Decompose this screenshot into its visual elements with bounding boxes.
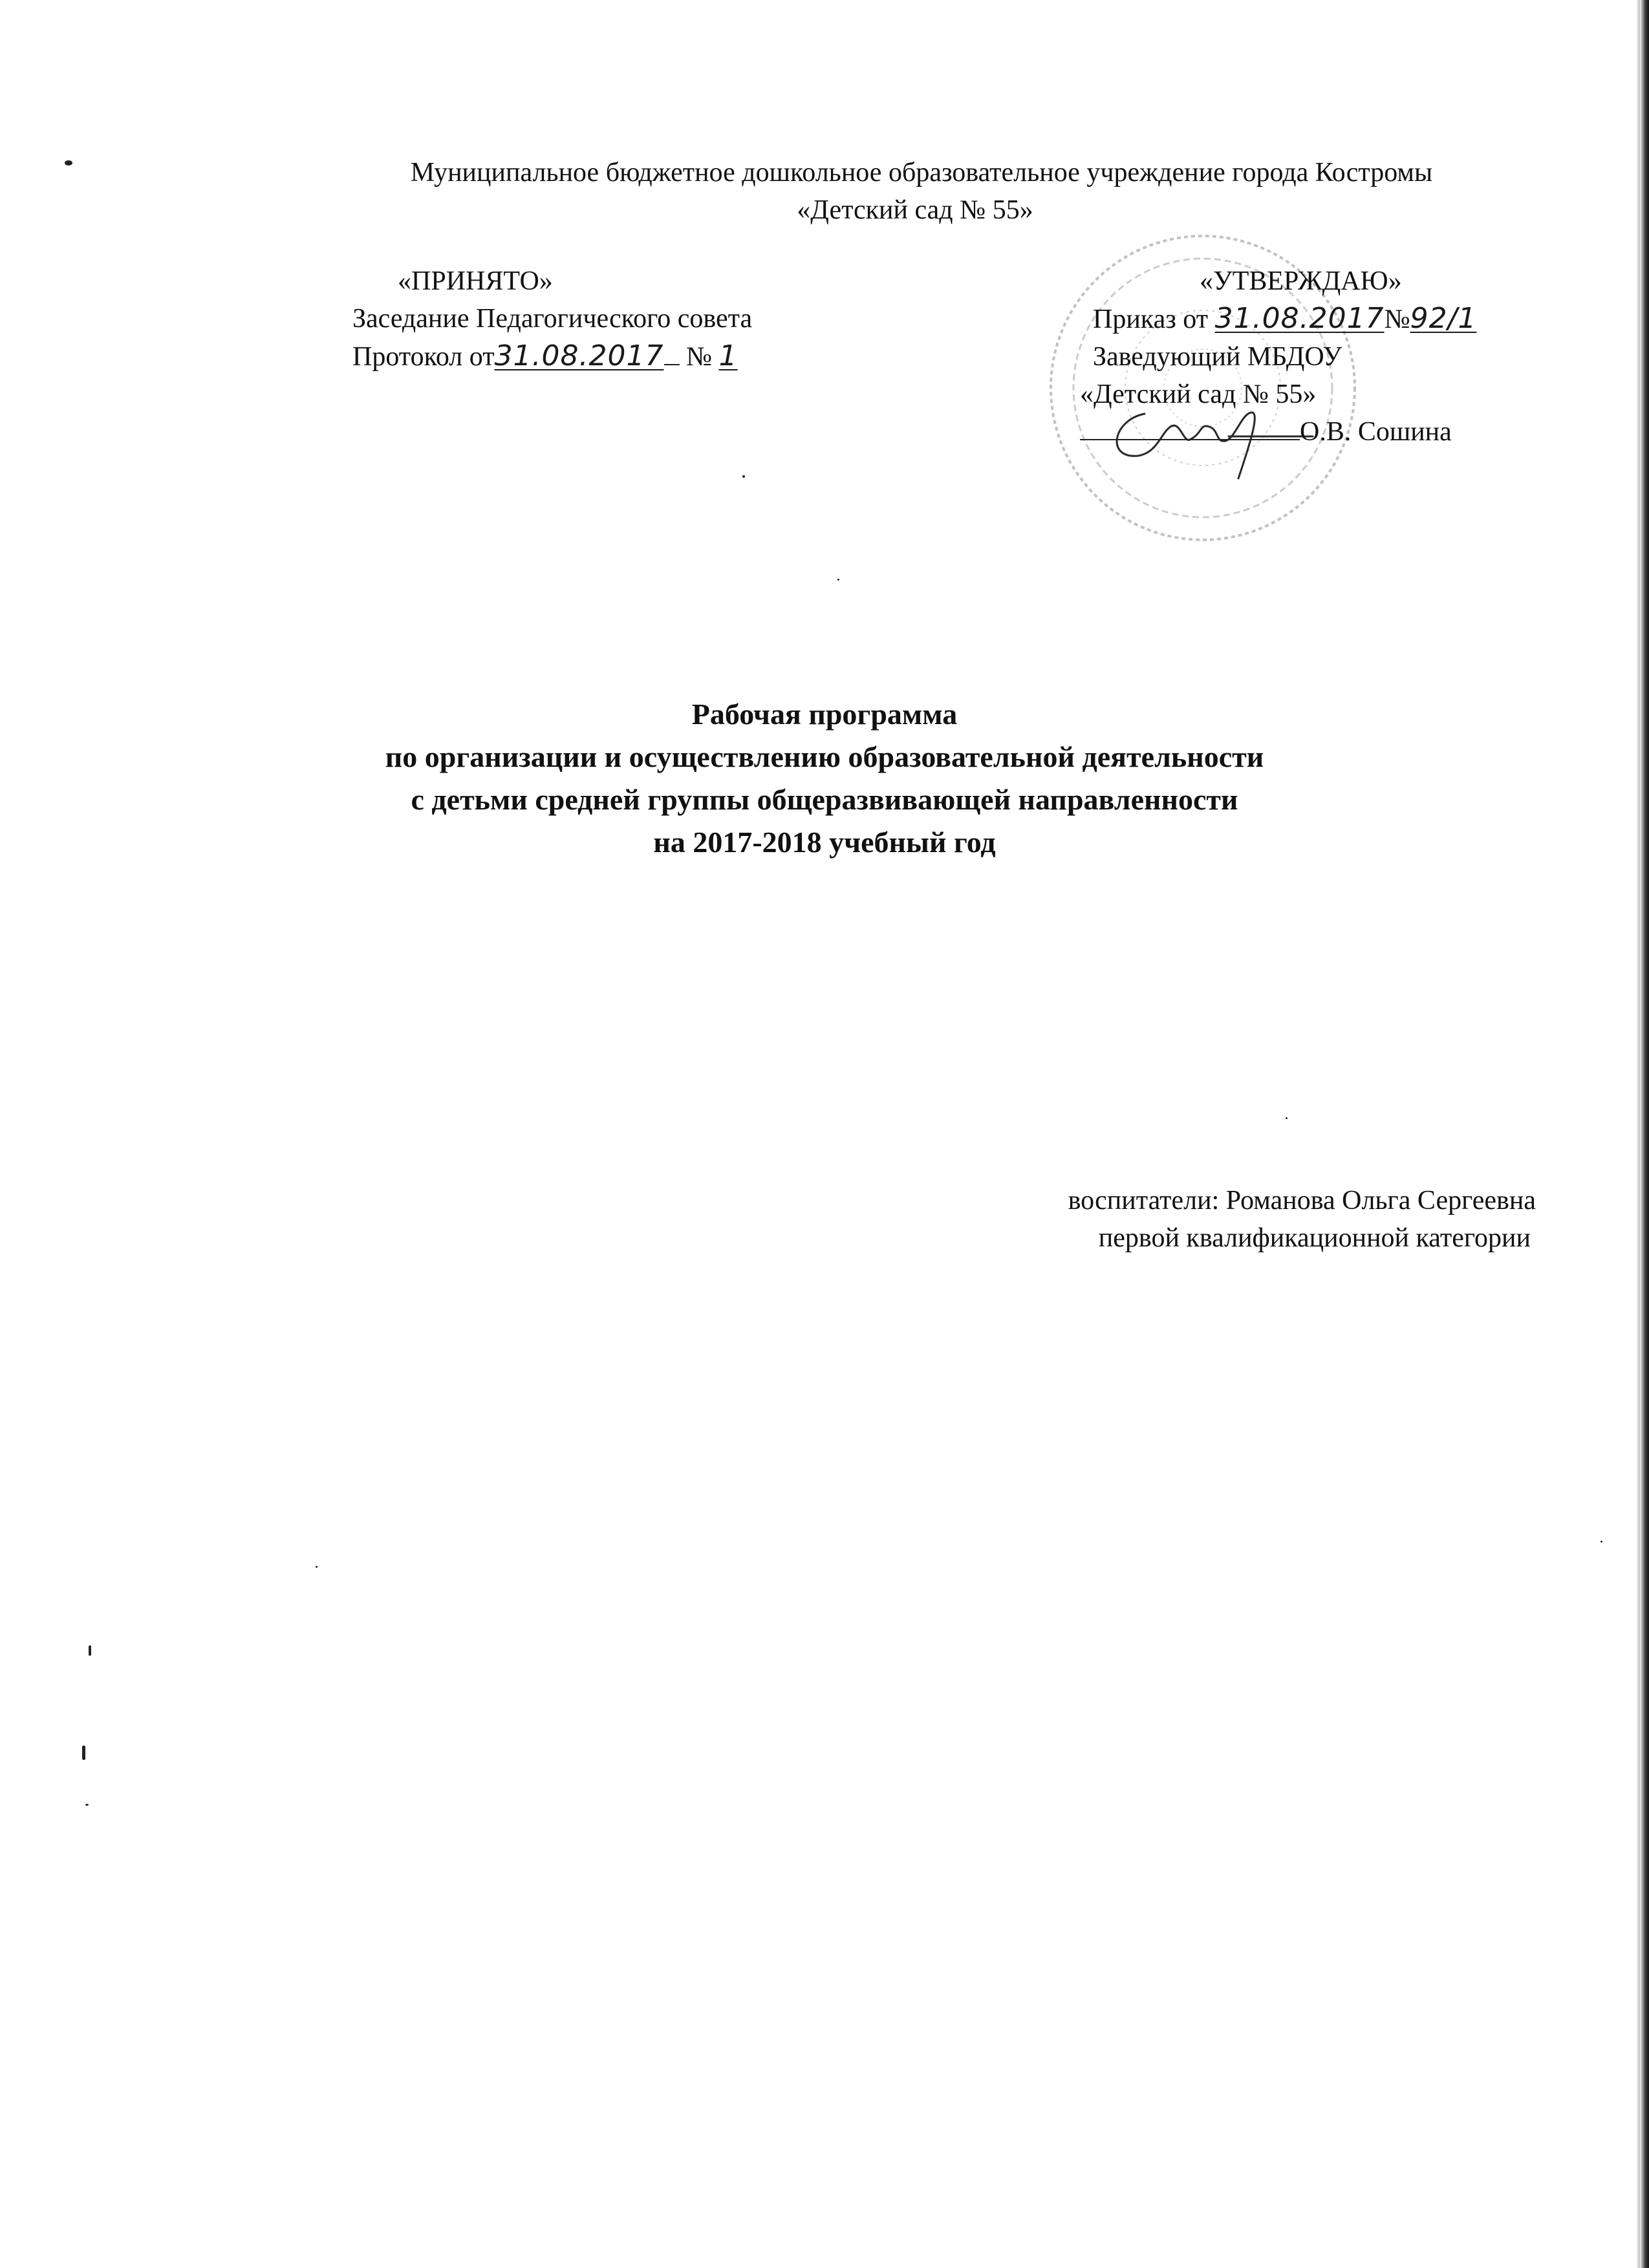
protocol-number-label: № [686,342,713,372]
scan-speck [1286,1117,1288,1119]
program-title-line-3: с детьми средней группы общеразвивающей направленности [411,783,1238,816]
approved-title: «УТВЕРЖДАЮ» [1200,266,1402,296]
head-name: О.В. Сошина [1300,417,1452,447]
scan-speck [85,1804,89,1806]
order-label: Приказ от [1093,305,1209,334]
scan-speck [65,160,72,166]
protocol-number: 1 [718,339,738,372]
program-title [0,693,1649,864]
protocol-line [352,337,752,376]
signature-blank [1080,413,1300,440]
scan-speck [837,579,839,581]
kindergarten-name: «Детский сад № 55» [797,195,1033,225]
program-title-line-1: Рабочая программа [691,698,958,731]
approved-block [1080,262,1476,451]
head-signature-line [1080,413,1476,451]
protocol-label: Протокол от [352,342,495,372]
program-title-line-4: на 2017-2018 учебный год [653,826,996,859]
scanned-page-edge [1640,0,1649,2268]
order-number-label: № [1384,305,1410,334]
order-line [1080,300,1476,338]
protocol-date: 31.08.2017 [494,339,664,372]
order-date: 31.08.2017 [1214,302,1385,335]
accepted-title: «ПРИНЯТО» [398,266,553,296]
teacher-name: воспитатели: Романова Ольга Сергеевна [1068,1186,1536,1215]
scan-speck [316,1566,318,1568]
protocol-blank [664,338,680,365]
accepted-body: Заседание Педагогического совета [352,304,753,334]
head-position: Заведующий МБДОУ [1093,342,1342,372]
teacher-category: первой квалификационной категории [1098,1223,1531,1253]
scan-speck [1600,1541,1602,1543]
order-number: 92/1 [1410,302,1477,335]
scan-speck [742,475,745,478]
teachers-block [1068,1182,1536,1257]
institution-name: Муниципальное бюджетное дошкольное образовательное учреждение города Костромы [410,158,1433,187]
institution-header [0,154,1649,229]
accepted-block [352,262,752,376]
head-organization: «Детский сад № 55» [1080,380,1317,409]
program-title-line-2: по организации и осуществлению образовательной деятельности [385,740,1264,773]
scan-speck [82,1746,85,1760]
scan-speck [89,1645,91,1656]
page-edge-shadow [1636,0,1640,2268]
